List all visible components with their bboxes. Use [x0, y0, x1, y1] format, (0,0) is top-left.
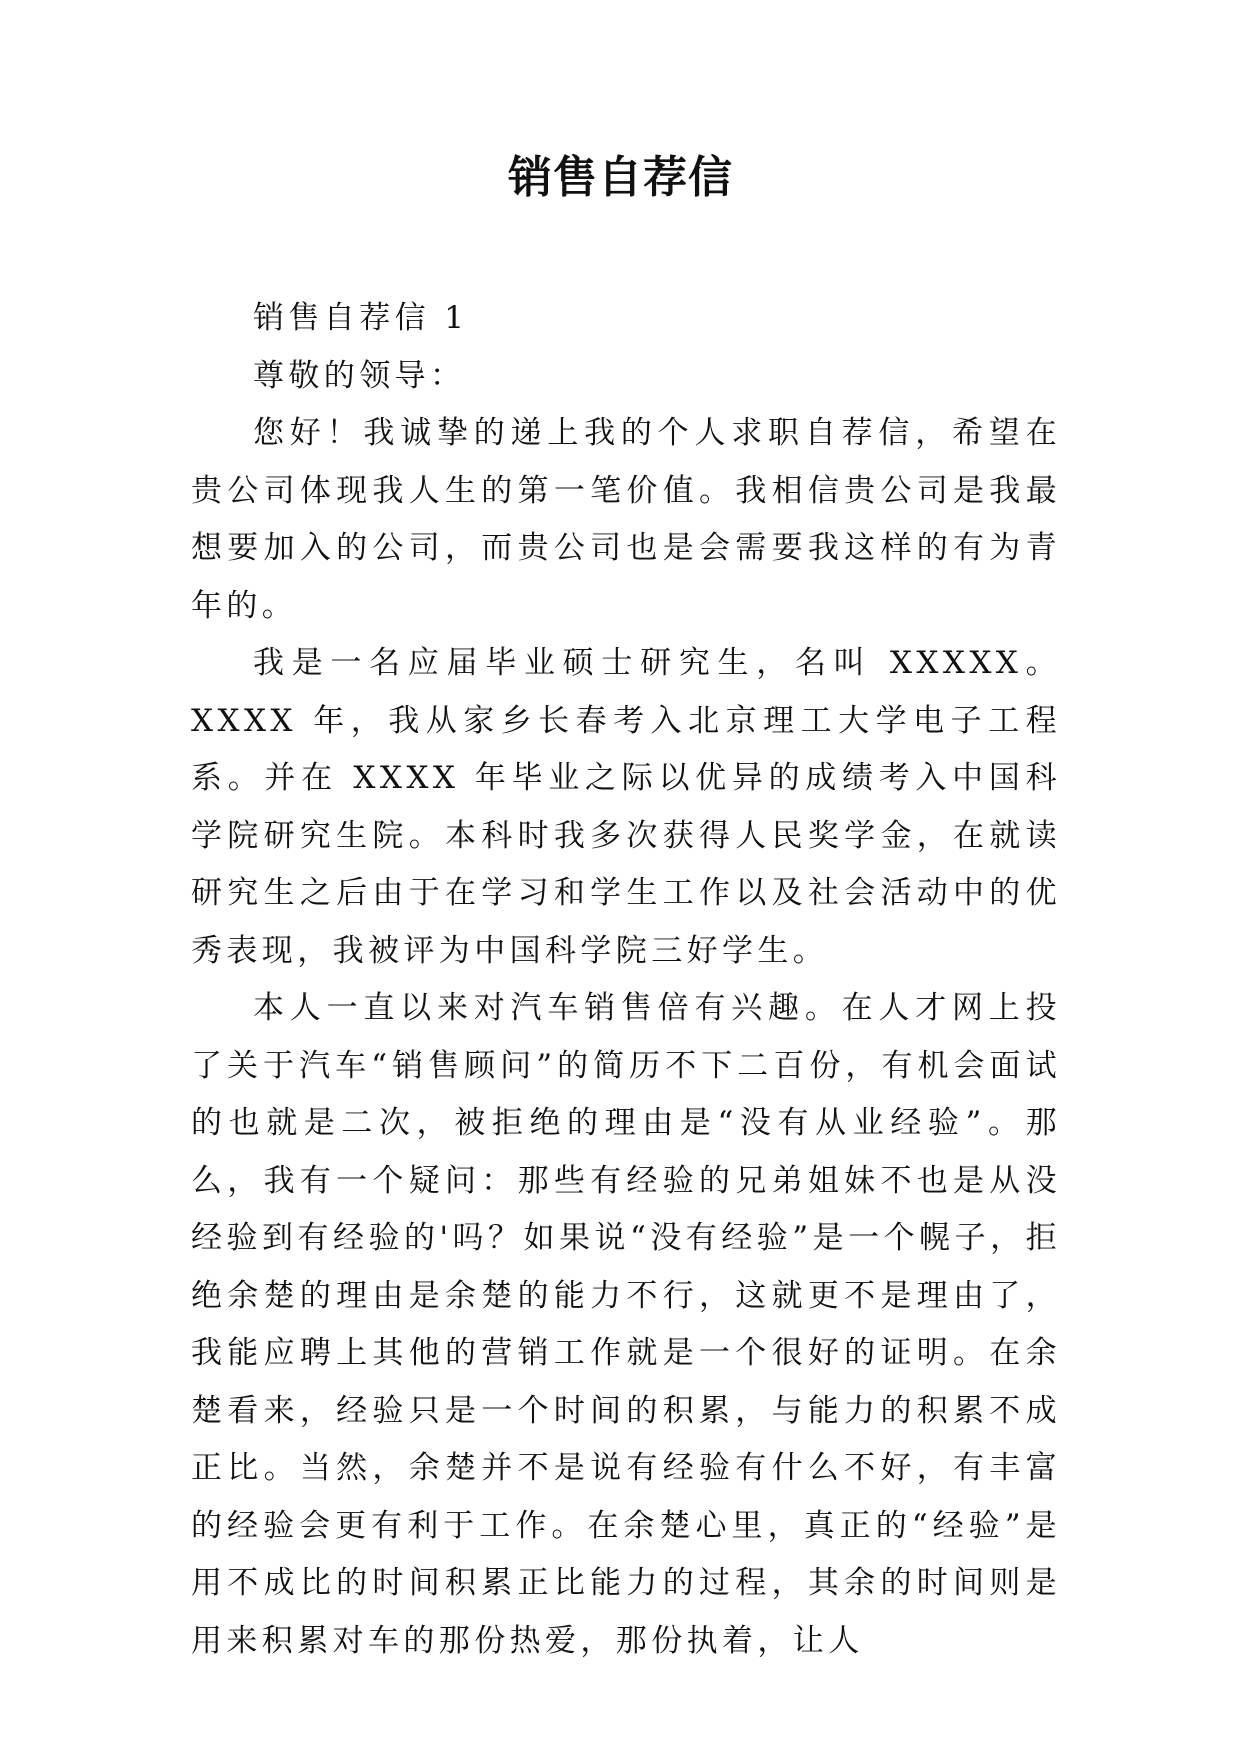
- paragraph-education: 我是一名应届毕业硕士研究生，名叫 XXXXX。XXXX 年，我从家乡长春考入北京理工大学电子工程系。并在 XXXX 年毕业之际以优异的成绩考入中国科学院研究生院。本科时我多次获得人民奖学金，在就读研究生之后由于在学习和学生工作以及社会活动中的优秀表现，我被评为中国科学院三好学生。: [191, 645, 1061, 969]
- document-body: [191, 290, 1061, 1670]
- document-title: 销售自荐信: [508, 152, 733, 203]
- salutation: 尊敬的领导：: [253, 357, 466, 394]
- paragraph-greeting: 您好！我诚挚的递上我的个人求职自荐信，希望在贵公司体现我人生的第一笔价值。我相信贵公司是我最想要加入的公司，而贵公司也是会需要我这样的有为青年的。: [191, 415, 1061, 624]
- paragraph-motivation: 本人一直以来对汽车销售倍有兴趣。在人才网上投了关于汽车“销售顾问”的简历不下二百份，有机会面试的也就是二次，被拒绝的理由是“没有从业经验”。那么，我有一个疑问：那些有经验的兄弟姐妹不也是从没经验到有经验的'吗？如果说“没有经验”是一个幌子，拒绝余楚的理由是余楚的能力不行，这就更不是理由了，我能应聘上其他的营销工作就是一个很好的证明。在余楚看来，经验只是一个时间的积累，与能力的积累不成正比。当然，余楚并不是说有经验有什么不好，有丰富的经验会更有利于工作。在余楚心里，真正的“经验”是用不成比的时间积累正比能力的过程，其余的时间则是用来积累对车的那份热爱，那份执着，让人: [191, 990, 1061, 1659]
- letter-heading: 销售自荐信 1: [253, 300, 469, 336]
